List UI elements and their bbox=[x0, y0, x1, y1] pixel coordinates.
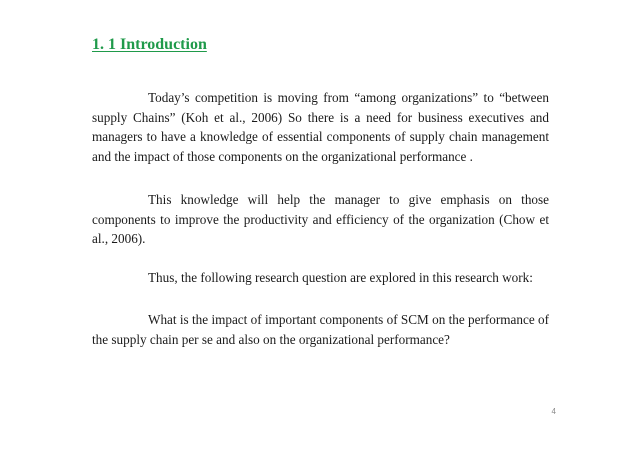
page-number: 4 bbox=[551, 407, 556, 416]
slide-heading: 1. 1 Introduction bbox=[92, 36, 207, 53]
intro-paragraph-knowledge: This knowledge will help the manager to give emphasis on those components to improve the productivity and efficiency of the organization (Chow et al., 2006). bbox=[92, 192, 549, 246]
research-question-paragraph: What is the impact of important components of SCM on the performance of the supply chain per se and also on the organizational performance? bbox=[92, 312, 549, 347]
intro-paragraph-competition: Today’s competition is moving from “among organizations” to “between supply Chains” (Koh et al., 2006) So there is a need for business executives and managers to have a knowledge of essential components of supply chain management and the impact of those components on the organizational performance . bbox=[92, 90, 549, 164]
intro-paragraph-research-intro: Thus, the following research question are explored in this research work: bbox=[148, 270, 533, 285]
